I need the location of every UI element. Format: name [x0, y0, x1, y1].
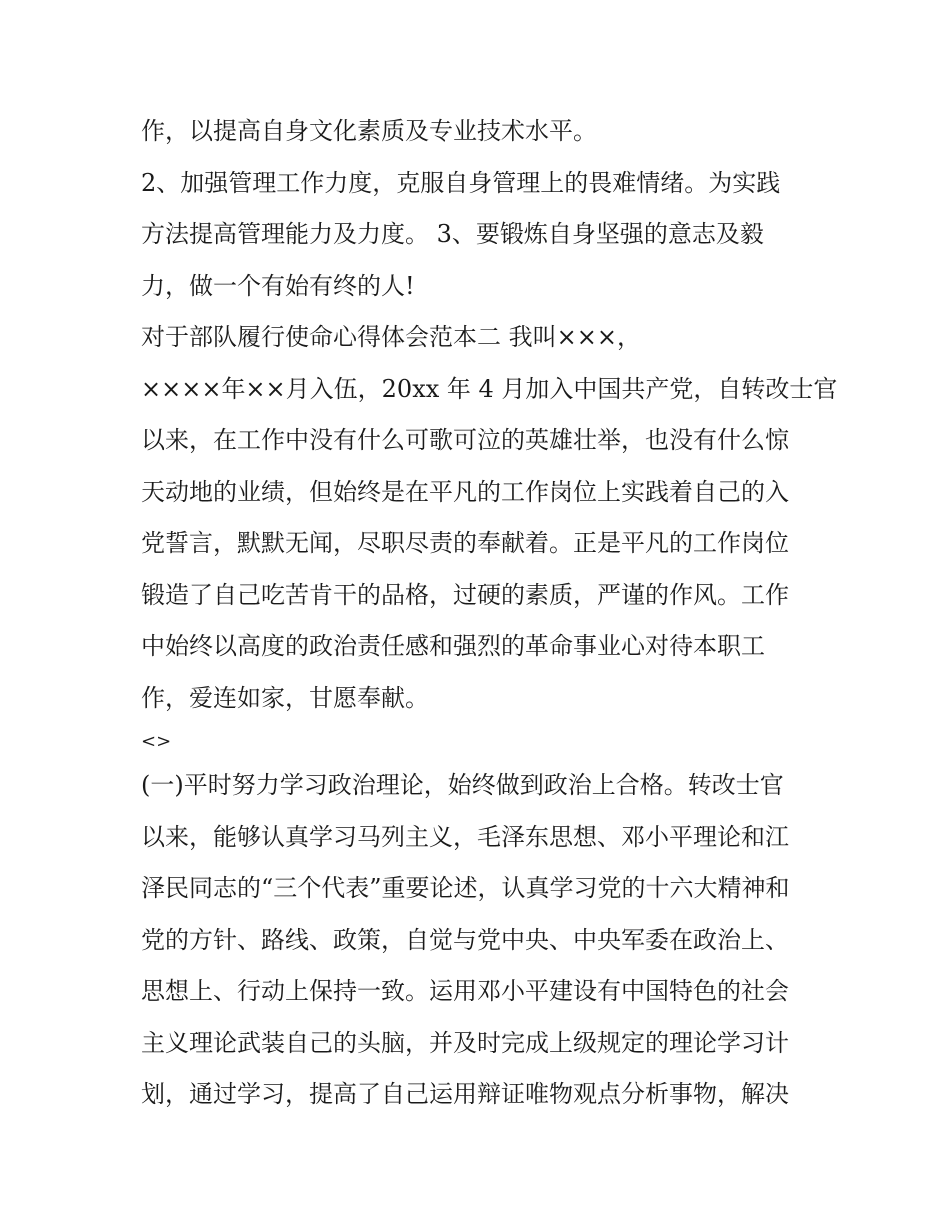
text-line: 锻造了自己吃苦肯干的品格，过硬的素质，严谨的作风。工作: [141, 580, 789, 609]
text-line: 党的方针、路线、政策，自觉与党中央、中央军委在政治上、: [141, 925, 789, 954]
text-line: 作，以提高自身文化素质及专业技术水平。: [141, 117, 597, 145]
text-line: ××××年××月入伍，20xx 年 4 月加入中国共产党，自转改士官: [141, 374, 838, 403]
text-line: 划，通过学习，提高了自己运用辩证唯物观点分析事物，解决: [141, 1080, 789, 1108]
text-line: 党誓言，默默无闻，尽职尽责的奉献着。正是平凡的工作岗位: [141, 529, 789, 557]
text-line: 对于部队履行使命心得体会范本二 我叫×××，: [141, 323, 641, 351]
text-line: (一)平时努力学习政治理论，始终做到政治上合格。转改士官: [141, 771, 784, 799]
text-line: 2、加强管理工作力度，克服自身管理上的畏难情绪。为实践: [141, 168, 781, 197]
text-line: 方法提高管理能力及力度。 3、要锻炼自身坚强的意志及毅: [141, 220, 764, 248]
text-line: 以来，能够认真学习马列主义，毛泽东思想、邓小平理论和江: [141, 822, 789, 851]
text-line: 泽民同志的“三个代表”重要论述，认真学习党的十六大精神和: [141, 874, 790, 902]
text-line: 思想上、行动上保持一致。运用邓小平建设有中国特色的社会: [141, 977, 789, 1005]
text-line: 中始终以高度的政治责任感和强烈的革命事业心对待本职工: [141, 632, 765, 660]
text-line: <>: [141, 731, 172, 752]
text-line: 以来，在工作中没有什么可歌可泣的英雄壮举，也没有什么惊: [141, 426, 789, 454]
document-body: [141, 106, 838, 1121]
text-line: 力，做一个有始有终的人!: [141, 271, 415, 300]
text-line: 天动地的业绩，但始终是在平凡的工作岗位上实践着自己的入: [141, 477, 789, 506]
text-line: 主义理论武装自己的头脑，并及时完成上级规定的理论学习计: [141, 1028, 789, 1057]
text-line: 作，爱连如家，甘愿奉献。: [141, 683, 429, 712]
